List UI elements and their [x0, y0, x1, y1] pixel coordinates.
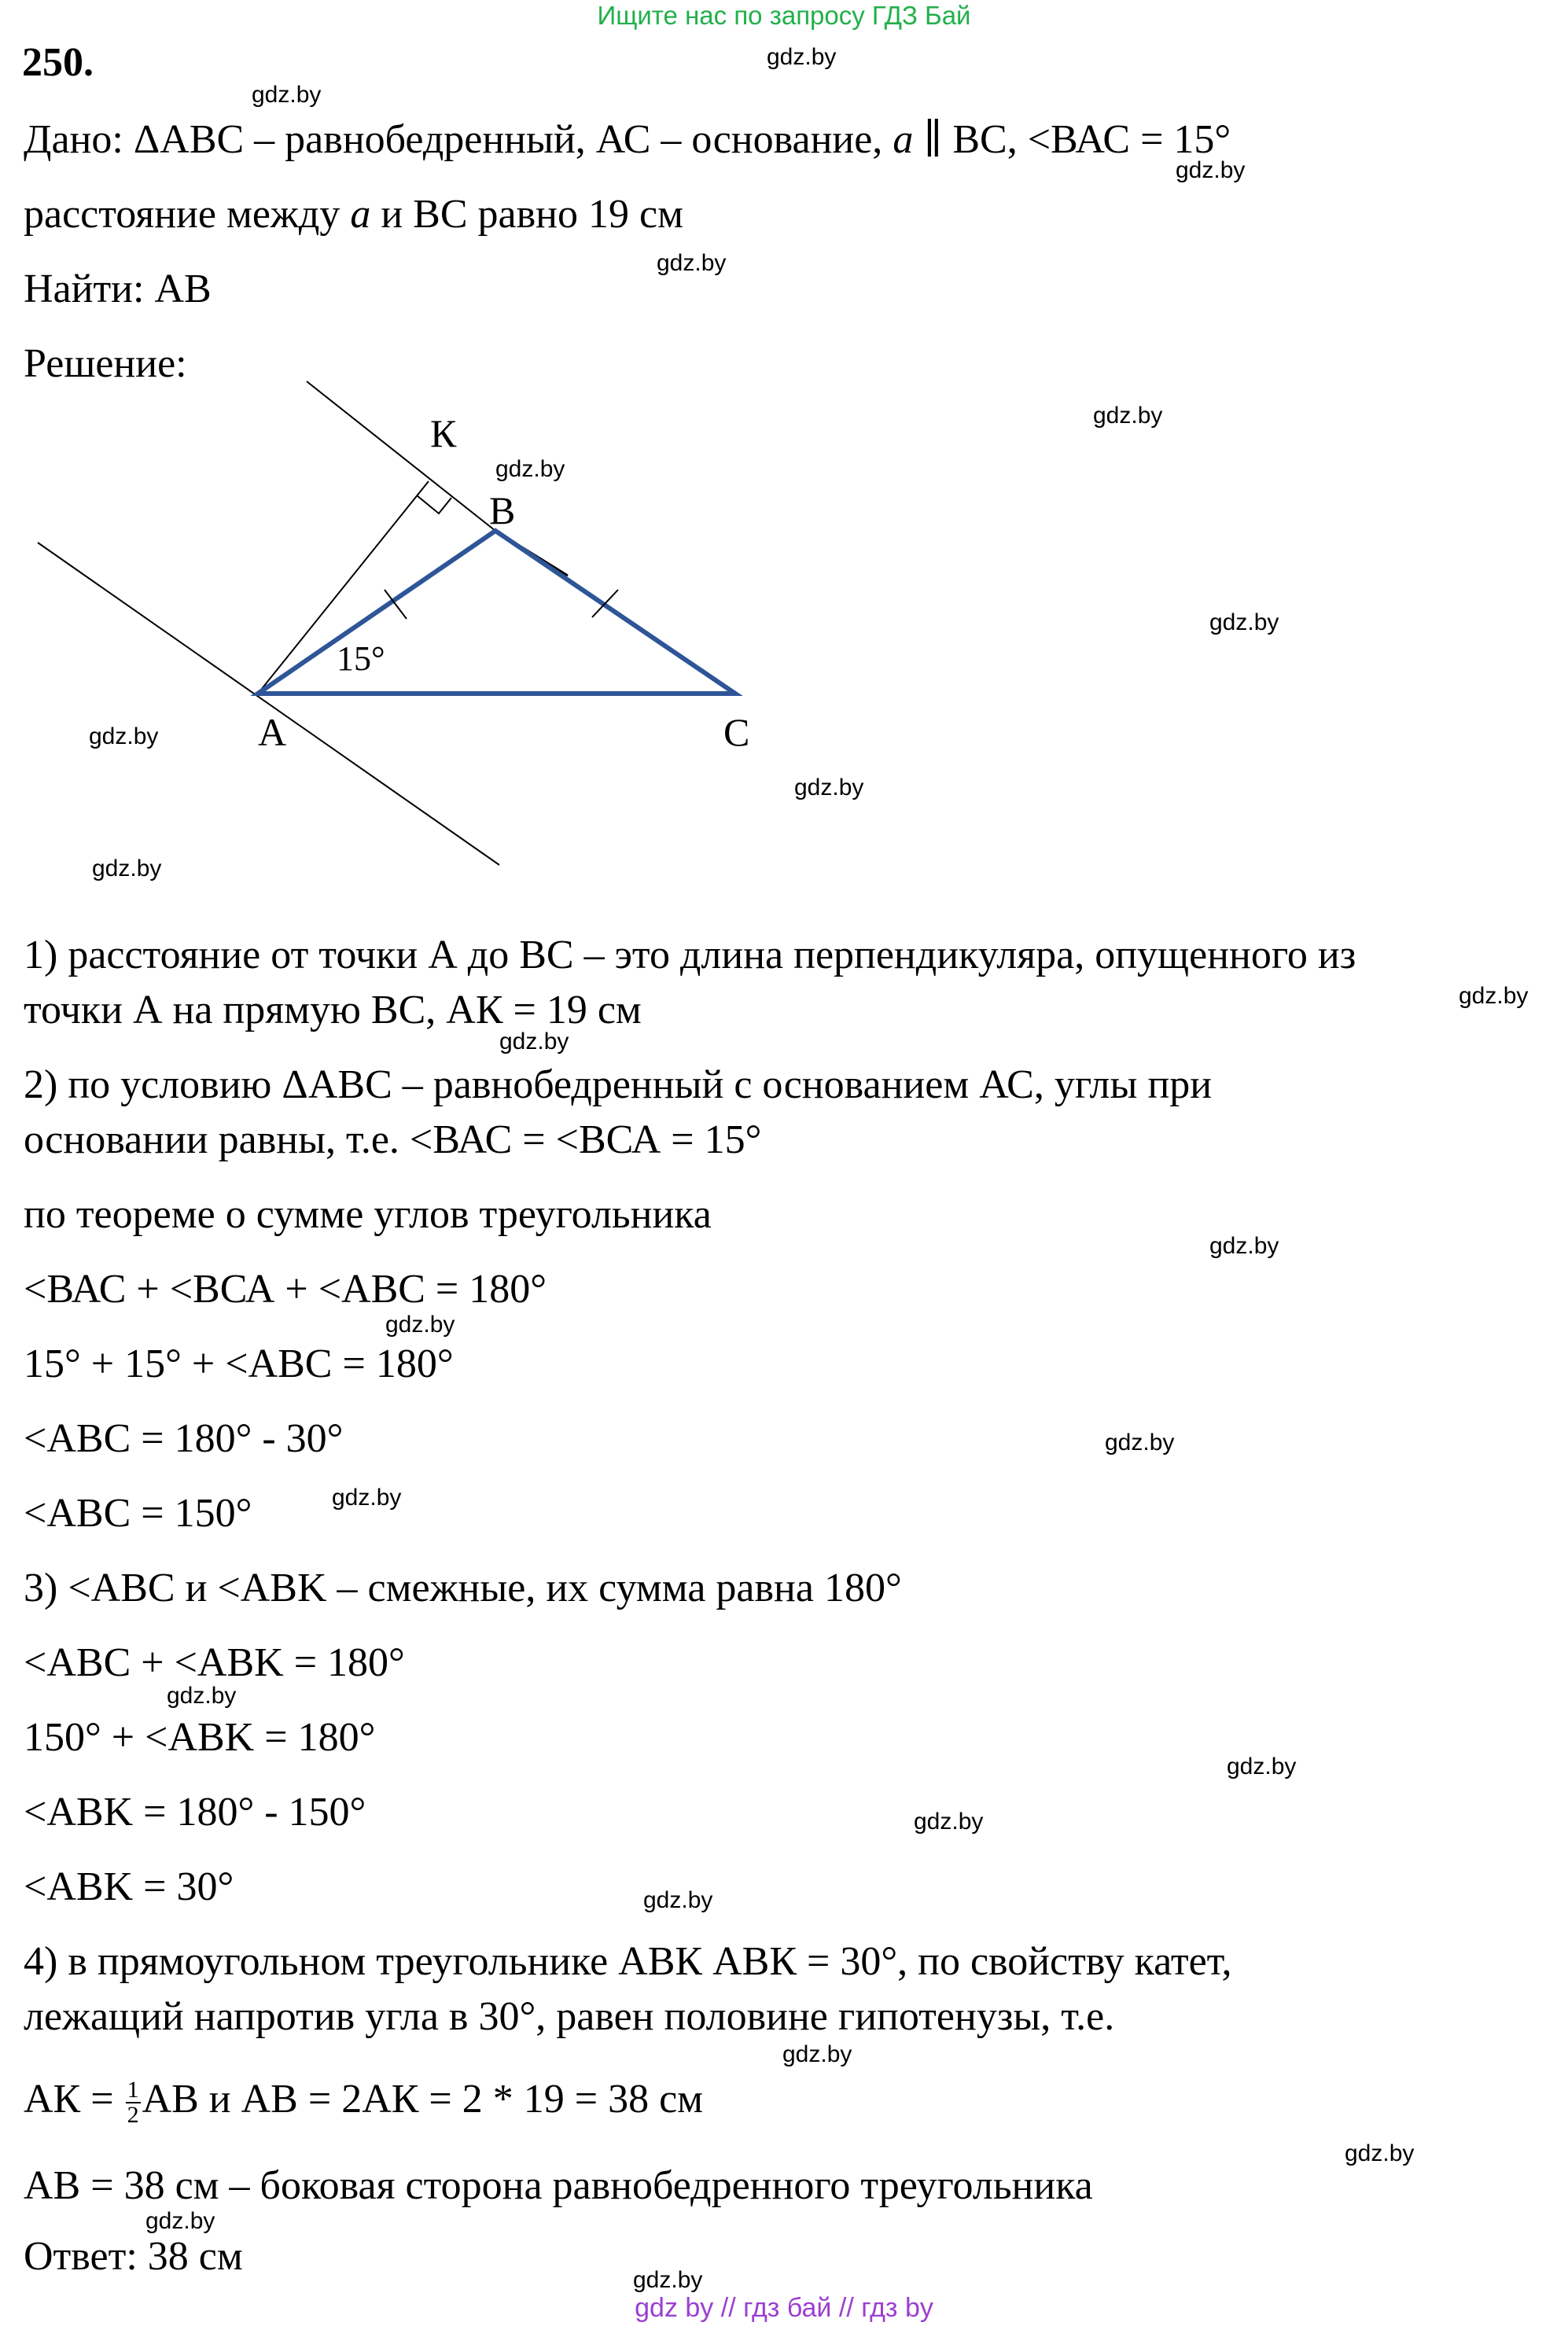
watermark: gdz.by — [167, 1683, 237, 1709]
step1-line-2: точки А на прямую ВС, АК = 19 см — [24, 988, 642, 1032]
find-line: Найти: АВ — [24, 267, 212, 311]
step2-line-3: по теореме о сумме углов треугольника — [24, 1192, 712, 1237]
watermark: gdz.by — [495, 456, 565, 482]
label-c: С — [723, 710, 750, 754]
watermark: gdz.by — [385, 1312, 455, 1338]
equation-7: <АВK = 180° - 150° — [24, 1790, 366, 1835]
solution-label: Решение: — [24, 341, 187, 386]
watermark: gdz.by — [252, 82, 322, 108]
watermark: gdz.by — [633, 2267, 703, 2293]
watermark: gdz.by — [657, 250, 727, 276]
watermark: gdz.by — [89, 723, 159, 749]
step4-line-2: лежащий напротив угла в 30°, равен половине гипотенузы, т.е. — [24, 1994, 1115, 2039]
equation-6: 150° + <АВK = 180° — [24, 1715, 376, 1760]
angle-label-15: 15° — [337, 639, 385, 678]
step2-line-2: основании равны, т.е. <ВАС = <ВСА = 15° — [24, 1117, 762, 1162]
watermark: gdz.by — [782, 2041, 852, 2067]
step4-line-1: 4) в прямоугольном треугольнике АВК АВК = 30°, по свойству катет, — [24, 1939, 1232, 1984]
watermark: gdz.by — [1105, 1430, 1175, 1456]
answer-line: Ответ: 38 см — [24, 2234, 243, 2279]
label-k: К — [430, 411, 457, 455]
step3-line-1: 3) <АВС и <АВK – смежные, их сумма равна 180° — [24, 1566, 902, 1610]
watermark: gdz.by — [1209, 1233, 1279, 1259]
equation-9: АК = $\frac{1}{2}$ АВ и АВ = 2АК = 2 * 19 = 38 см — [24, 2077, 704, 2129]
header-banner: Ищите нас по запросу ГДЗ Бай — [597, 1, 971, 30]
watermark: gdz.by — [1345, 2140, 1415, 2166]
watermark: gdz.by — [914, 1809, 984, 1835]
fraction-one-half: $\frac{1}{2}$ — [127, 2077, 139, 2129]
watermark: gdz.by — [643, 1887, 713, 1913]
footer-links: gdz by // гдз бай // гдз by — [635, 2293, 933, 2323]
equation-8: <АВK = 30° — [24, 1864, 234, 1909]
triangle-abc — [258, 531, 735, 694]
watermark: gdz.by — [1093, 403, 1163, 429]
equation-1: <ВАС + <ВСА + <АВС = 180° — [24, 1267, 547, 1312]
watermark: gdz.by — [767, 44, 837, 70]
watermark: gdz.by — [499, 1029, 569, 1054]
watermark: gdz.by — [332, 1485, 402, 1511]
label-b: В — [489, 488, 516, 532]
watermark: gdz.by — [1459, 983, 1529, 1009]
equation-4: <АВС = 150° — [24, 1491, 252, 1536]
equation-5: <АВС + <АВK = 180° — [24, 1640, 405, 1685]
line-through-bc — [307, 381, 495, 531]
watermark: gdz.by — [1227, 1754, 1297, 1779]
line-a — [38, 543, 499, 865]
given-line-1: Дано: ΔАВС – равнобедренный, АС – основание, a ∥ ВС, <ВАС = 15° — [24, 117, 1231, 162]
given-line-2: расстояние между a и ВС равно 19 см — [24, 192, 683, 237]
watermark: gdz.by — [1176, 157, 1246, 183]
label-a: А — [258, 710, 287, 754]
watermark: gdz.by — [794, 775, 864, 800]
watermark: gdz.by — [92, 856, 162, 881]
watermark: gdz.by — [145, 2208, 215, 2234]
geometry-diagram — [0, 370, 1568, 904]
step2-line-1: 2) по условию ΔАВС – равнобедренный с основанием АС, углы при — [24, 1062, 1213, 1107]
right-angle-marker — [417, 495, 451, 513]
result-line: АВ = 38 см – боковая сторона равнобедренного треугольника — [24, 2163, 1093, 2208]
watermark: gdz.by — [1209, 609, 1279, 635]
step1-line-1: 1) расстояние от точки А до ВС – это длина перпендикуляра, опущенного из — [24, 933, 1356, 977]
equation-2: 15° + 15° + <АВС = 180° — [24, 1341, 454, 1386]
problem-number: 250. — [22, 40, 94, 85]
equation-3: <АВС = 180° - 30° — [24, 1416, 344, 1461]
